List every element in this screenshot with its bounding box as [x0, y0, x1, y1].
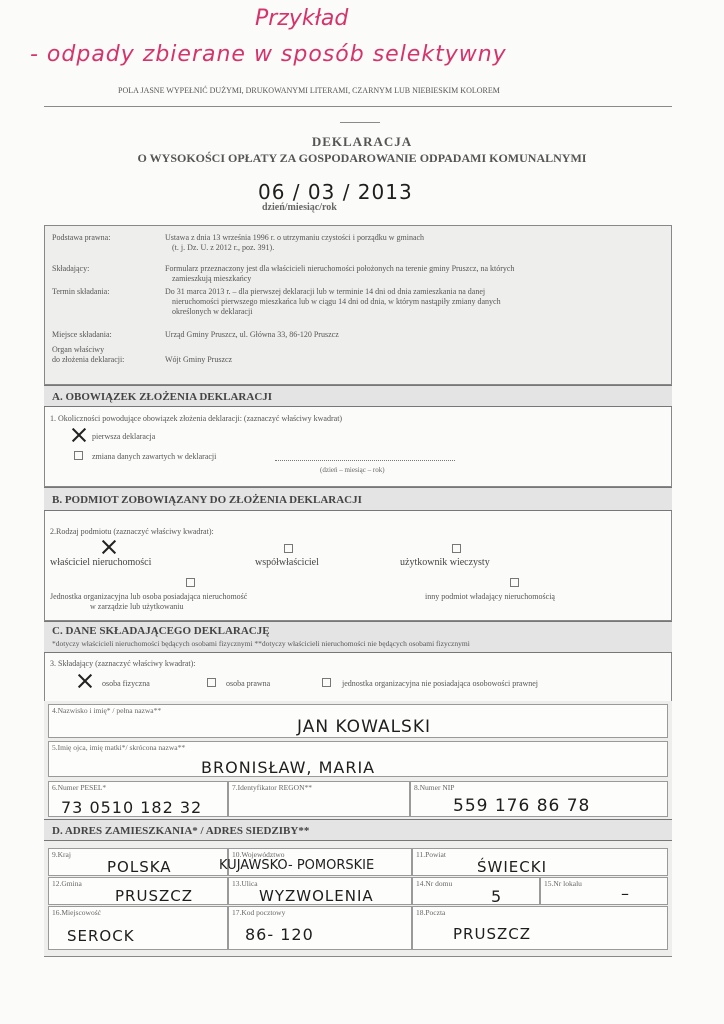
deadline-label: Termin składania: — [52, 287, 110, 296]
entity-type-question: 2.Rodzaj podmiotu (zaznaczyć właściwy kwadrat): — [50, 527, 214, 536]
section-c-header — [44, 621, 672, 653]
parents-names-value: BRONISŁAW, MARIA — [201, 758, 376, 777]
place-label: Miejsce składania: — [52, 330, 112, 339]
house-number-field[interactable] — [412, 877, 540, 905]
voivodeship-value: KUJAWSKO- POMORSKIE — [219, 858, 375, 873]
postal-code-label: 17.Kod pocztowy — [232, 908, 286, 917]
owner-label: właściciel nieruchomości — [50, 557, 152, 568]
apartment-number-label: 15.Nr lokalu — [544, 879, 582, 888]
full-name-field[interactable] — [48, 704, 668, 738]
town-value: SEROCK — [67, 927, 135, 945]
regon-field[interactable] — [228, 781, 410, 817]
county-field[interactable] — [412, 848, 668, 876]
postal-code-value: 86- 120 — [245, 925, 314, 944]
org-unit-label-2: w zarządzie lub użytkowaniu — [90, 602, 184, 611]
org-no-legal-label: jednostka organizacyjna nie posiadająca osobowości prawnej — [342, 679, 539, 688]
submitter-text: Formularz przeznaczony jest dla właścicieli nieruchomości położonych na terenie gminy Pruszcz, na których — [165, 264, 515, 273]
country-label: 9.Kraj — [52, 850, 71, 859]
declaration-title: DEKLARACJA — [311, 134, 413, 149]
date-format-label: dzień/miesiąc/rok — [262, 202, 337, 213]
legal-person-checkbox[interactable] — [207, 678, 216, 687]
org-unit-label: Jednostka organizacyjna lub osoba posiadająca nieruchomość — [50, 592, 248, 601]
street-label: 13.Ulica — [232, 879, 258, 888]
town-label: 16.Miejscowość — [52, 908, 101, 917]
legal-person-label: osoba prawna — [226, 679, 271, 688]
county-value: ŚWIECKI — [477, 858, 547, 876]
nip-field[interactable] — [410, 781, 668, 817]
legal-basis-label: Podstawa prawna: — [52, 233, 111, 242]
submitter-type-question: 3. Składający (zaznaczyć właściwy kwadrat): — [50, 659, 196, 668]
natural-person-label: osoba fizyczna — [102, 679, 150, 688]
municipality-label: 12.Gmina — [52, 879, 82, 888]
deadline-text-1: Do 31 marca 2013 r. – dla pierwszej deklaracji lub w terminie 14 dni od dnia zamieszkania na danej — [165, 287, 486, 296]
authority-label-2: do złożenia deklaracji: — [52, 355, 125, 364]
post-office-label: 18.Poczta — [416, 908, 446, 917]
section-a-header: A. OBOWIĄZEK ZŁOŻENIA DEKLARACJI — [44, 385, 672, 407]
deadline-text-3: określonych w deklaracji — [172, 307, 253, 316]
pesel-value: 73 0510 182 32 — [61, 798, 203, 817]
regon-label: 7.Identyfikator REGON** — [232, 783, 312, 792]
circumstances-question: 1. Okoliczności powodujące obowiązek złożenia deklaracji: (zaznaczyć właściwy kwadrat) — [50, 414, 343, 423]
house-number-value: 5 — [491, 887, 503, 906]
owner-checkbox[interactable] — [102, 540, 116, 554]
parents-names-field[interactable] — [48, 741, 668, 777]
voivodeship-field[interactable] — [219, 848, 412, 876]
street-field[interactable] — [228, 877, 412, 905]
data-change-checkbox[interactable] — [74, 451, 83, 460]
coowner-checkbox[interactable] — [284, 544, 293, 553]
parents-names-label: 5.Imię ojca, imię matki*/ skrócona nazwa** — [52, 743, 186, 752]
voivodeship-label: 10.Województwo — [232, 850, 285, 859]
submitter-text-2: zamieszkują mieszkańcy — [172, 274, 252, 283]
full-name-value: JAN KOWALSKI — [297, 717, 431, 737]
section-d-header: D. ADRES ZAMIESZKANIA* / ADRES SIEDZIBY** — [44, 819, 672, 841]
full-name-label: 4.Nazwisko i imię* / pełna nazwa** — [52, 706, 162, 715]
country-value: POLSKA — [107, 858, 172, 876]
change-date-hint: (dzień – miesiąc – rok) — [320, 466, 385, 474]
apartment-number-value: – — [621, 884, 630, 903]
first-declaration-checkbox[interactable] — [72, 428, 86, 442]
org-no-legal-checkbox[interactable] — [322, 678, 331, 687]
first-declaration-label: pierwsza deklaracja — [92, 432, 156, 441]
municipality-value: PRUSZCZ — [115, 887, 193, 905]
place-text: Urząd Gminy Pruszcz, ul. Główna 33, 86-120 Pruszcz — [165, 330, 339, 339]
coowner-label: współwłaściciel — [255, 557, 319, 568]
authority-text: Wójt Gminy Pruszcz — [165, 355, 233, 364]
annotation-title: Przykład — [255, 6, 349, 31]
section-b-header: B. PODMIOT ZOBOWIĄZANY DO ZŁOŻENIA DEKLARACJI — [44, 487, 672, 511]
section-c-title: C. DANE SKŁADAJĄCEGO DEKLARACJĘ — [52, 625, 270, 637]
other-entity-checkbox[interactable] — [510, 578, 519, 587]
perpetual-user-label: użytkownik wieczysty — [400, 557, 490, 568]
perpetual-user-checkbox[interactable] — [452, 544, 461, 553]
post-office-value: PRUSZCZ — [453, 925, 531, 943]
nip-label: 8.Numer NIP — [414, 783, 455, 792]
fill-instruction: POLA JASNE WYPEŁNIĆ DUŻYMI, DRUKOWANYMI LITERAMI, CZARNYM LUB NIEBIESKIM KOLOREM — [118, 86, 500, 95]
apartment-number-field[interactable] — [540, 877, 668, 905]
pesel-field[interactable] — [48, 781, 228, 817]
annotation-subtitle: - odpady zbierane w sposób selektywny — [30, 42, 507, 67]
town-field[interactable] — [48, 906, 228, 950]
house-number-label: 14.Nr domu — [416, 879, 453, 888]
submitter-label: Składający: — [52, 264, 90, 273]
legal-basis-text: Ustawa z dnia 13 września 1996 r. o utrzymaniu czystości i porządku w gminach — [165, 233, 425, 242]
section-c-note: *dotyczy właścicieli nieruchomości będących osobami fizycznymi **dotyczy właścicieli nieruchomości nie będących osobami fizycznymi — [52, 639, 470, 648]
nip-value: 559 176 86 78 — [453, 796, 591, 816]
authority-label: Organ właściwy — [52, 345, 105, 354]
natural-person-checkbox[interactable] — [78, 674, 92, 688]
data-change-label: zmiana danych zawartych w deklaracji — [92, 452, 217, 461]
street-value: WYZWOLENIA — [259, 887, 374, 905]
legal-basis-ref: (t. j. Dz. U. z 2012 r., poz. 391). — [172, 243, 275, 252]
declaration-subtitle: O WYSOKOŚCI OPŁATY ZA GOSPODAROWANIE ODPADAMI KOMUNALNYMI — [137, 151, 587, 165]
post-office-field[interactable] — [412, 906, 668, 950]
declaration-date[interactable]: 06 / 03 / 2013 — [258, 180, 413, 204]
municipality-field[interactable] — [48, 877, 228, 905]
postal-code-field[interactable] — [228, 906, 412, 950]
county-label: 11.Powiat — [416, 850, 446, 859]
other-entity-label: inny podmiot władający nieruchomością — [425, 592, 555, 601]
org-unit-checkbox[interactable] — [186, 578, 195, 587]
pesel-label: 6.Numer PESEL* — [52, 783, 107, 792]
deadline-text-2: nieruchomości pierwszego mieszkańca lub w ciągu 14 dni od dnia, w którym nastąpiły zmiany danych — [172, 297, 501, 306]
country-field[interactable] — [48, 848, 228, 876]
